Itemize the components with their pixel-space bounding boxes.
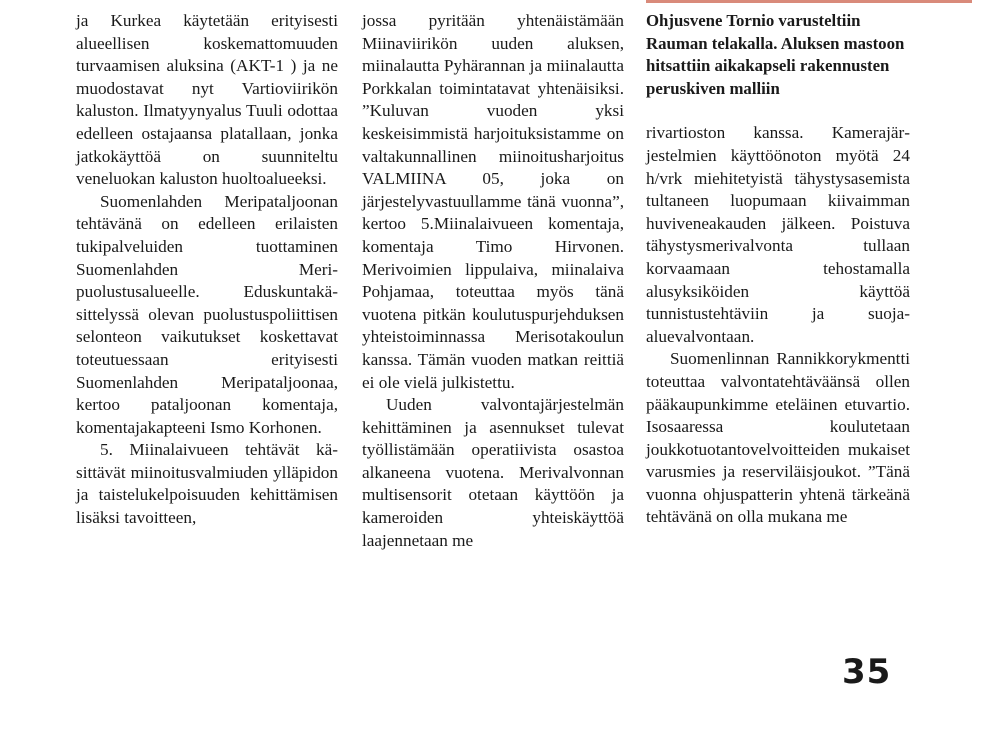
text-column-3 — [646, 10, 910, 529]
column3-paragraph-1: rivartioston kanssa. Kamerajärjestelmien käyttöönoton myötä 24 h/vrk miehitetyistä tähystysasemista tultaneen luopumaan kiivaimman huviveneakauden jälkeen. Poistuva tähystysmerivalvonta tullaan korvaamaan tehostamalla alusyksiköiden käyttöä tunnistustehtäviin ja suojaaluevalvontaan. — [646, 123, 910, 346]
column1-paragraph-3: 5. Miinalaivueen tehtävät käsittävät miinoitusvalmiuden ylläpidon ja taistelukelpoisuuden kehittämisen lisäksi tavoitteen, — [76, 440, 338, 528]
top-accent-rule — [646, 0, 972, 3]
text-column-2 — [362, 10, 624, 552]
column1-paragraph-2: Suomenlahden Meripataljoonan tehtävänä on edelleen erilaisten tukipalveluiden tuottaminen Suomenlahden Meripuolustusalueelle. Eduskuntakäsittelyssä olevan puolustuspoliittisen selonteon vaikutukset koskettavat toteutuessaan erityisesti Suomenlahden Meripataljoonaa, kertoo pataljoonan komentaja, komentajakapteeni Ismo Korhonen. — [76, 191, 338, 437]
page-number: 35 — [842, 652, 892, 692]
column2-paragraph-1: jossa pyritään yhtenäistämään Miinaviirikön uuden aluksen, miinalautta Pyhärannan ja miinalautta Porkkalan toimintatavat yhtenäisiksi. ”Kuluvan vuoden yksi keskeisimmistä harjoituksistamme on valtakunnallinen miinoitusharjoitus VALMIINA 05, joka on järjestelyvastuullamme tänä vuonna”, kertoo 5.Miinalaivueen komentaja, komentaja Timo Hirvonen. Merivoimien lippulaiva, miinalaiva Pohjamaa, toteuttaa myös tänä vuotena pitkän koulutuspurjehduksen yhteistoiminnassa Merisotakoulun kanssa. Tämän vuoden matkan reittiä ei ole vielä julkistettu. — [362, 11, 624, 392]
text-column-1 — [76, 10, 338, 530]
column1-paragraph-1: ja Kurkea käytetään erityisesti alueellisen koskemattomuuden turvaamisen aluksina (AKT-1 ) ja ne muodostavat nyt Vartioviirikön kaluston. Ilmatyynyalus Tuuli odottaa edelleen ostajaansa platallaan, jonka jatkokäyttöä on suunniteltu veneluokan kaluston huoltoalueeksi. — [76, 11, 338, 189]
column3-paragraph-2: Suomenlinnan Rannikkorykmentti toteuttaa valvontatehtäväänsä ollen pääkaupunkimme eteläinen etuvartio. Isosaaressa koulutetaan joukkotuotantovelvoitteiden mukaiset varusmies ja reserviläisjoukot. ”Tänä vuonna ohjuspatterin yhtenä tärkeänä tehtävänä on olla mukana me — [646, 349, 910, 527]
photo-caption: Ohjusvene Tornio varusteltiin Rauman telakalla. Aluksen mastoon hitsattiin aikakapseli rakennusten peruskiven malliin — [646, 11, 905, 98]
column2-paragraph-2: Uuden valvontajärjestelmän kehittäminen ja asennukset tulevat työllistämään operatiivista osastoa alkaneena vuotena. Merivalvonnan multisensorit otetaan käyttöön ja kameroiden yhteiskäyttöä laajennetaan me — [362, 395, 624, 550]
